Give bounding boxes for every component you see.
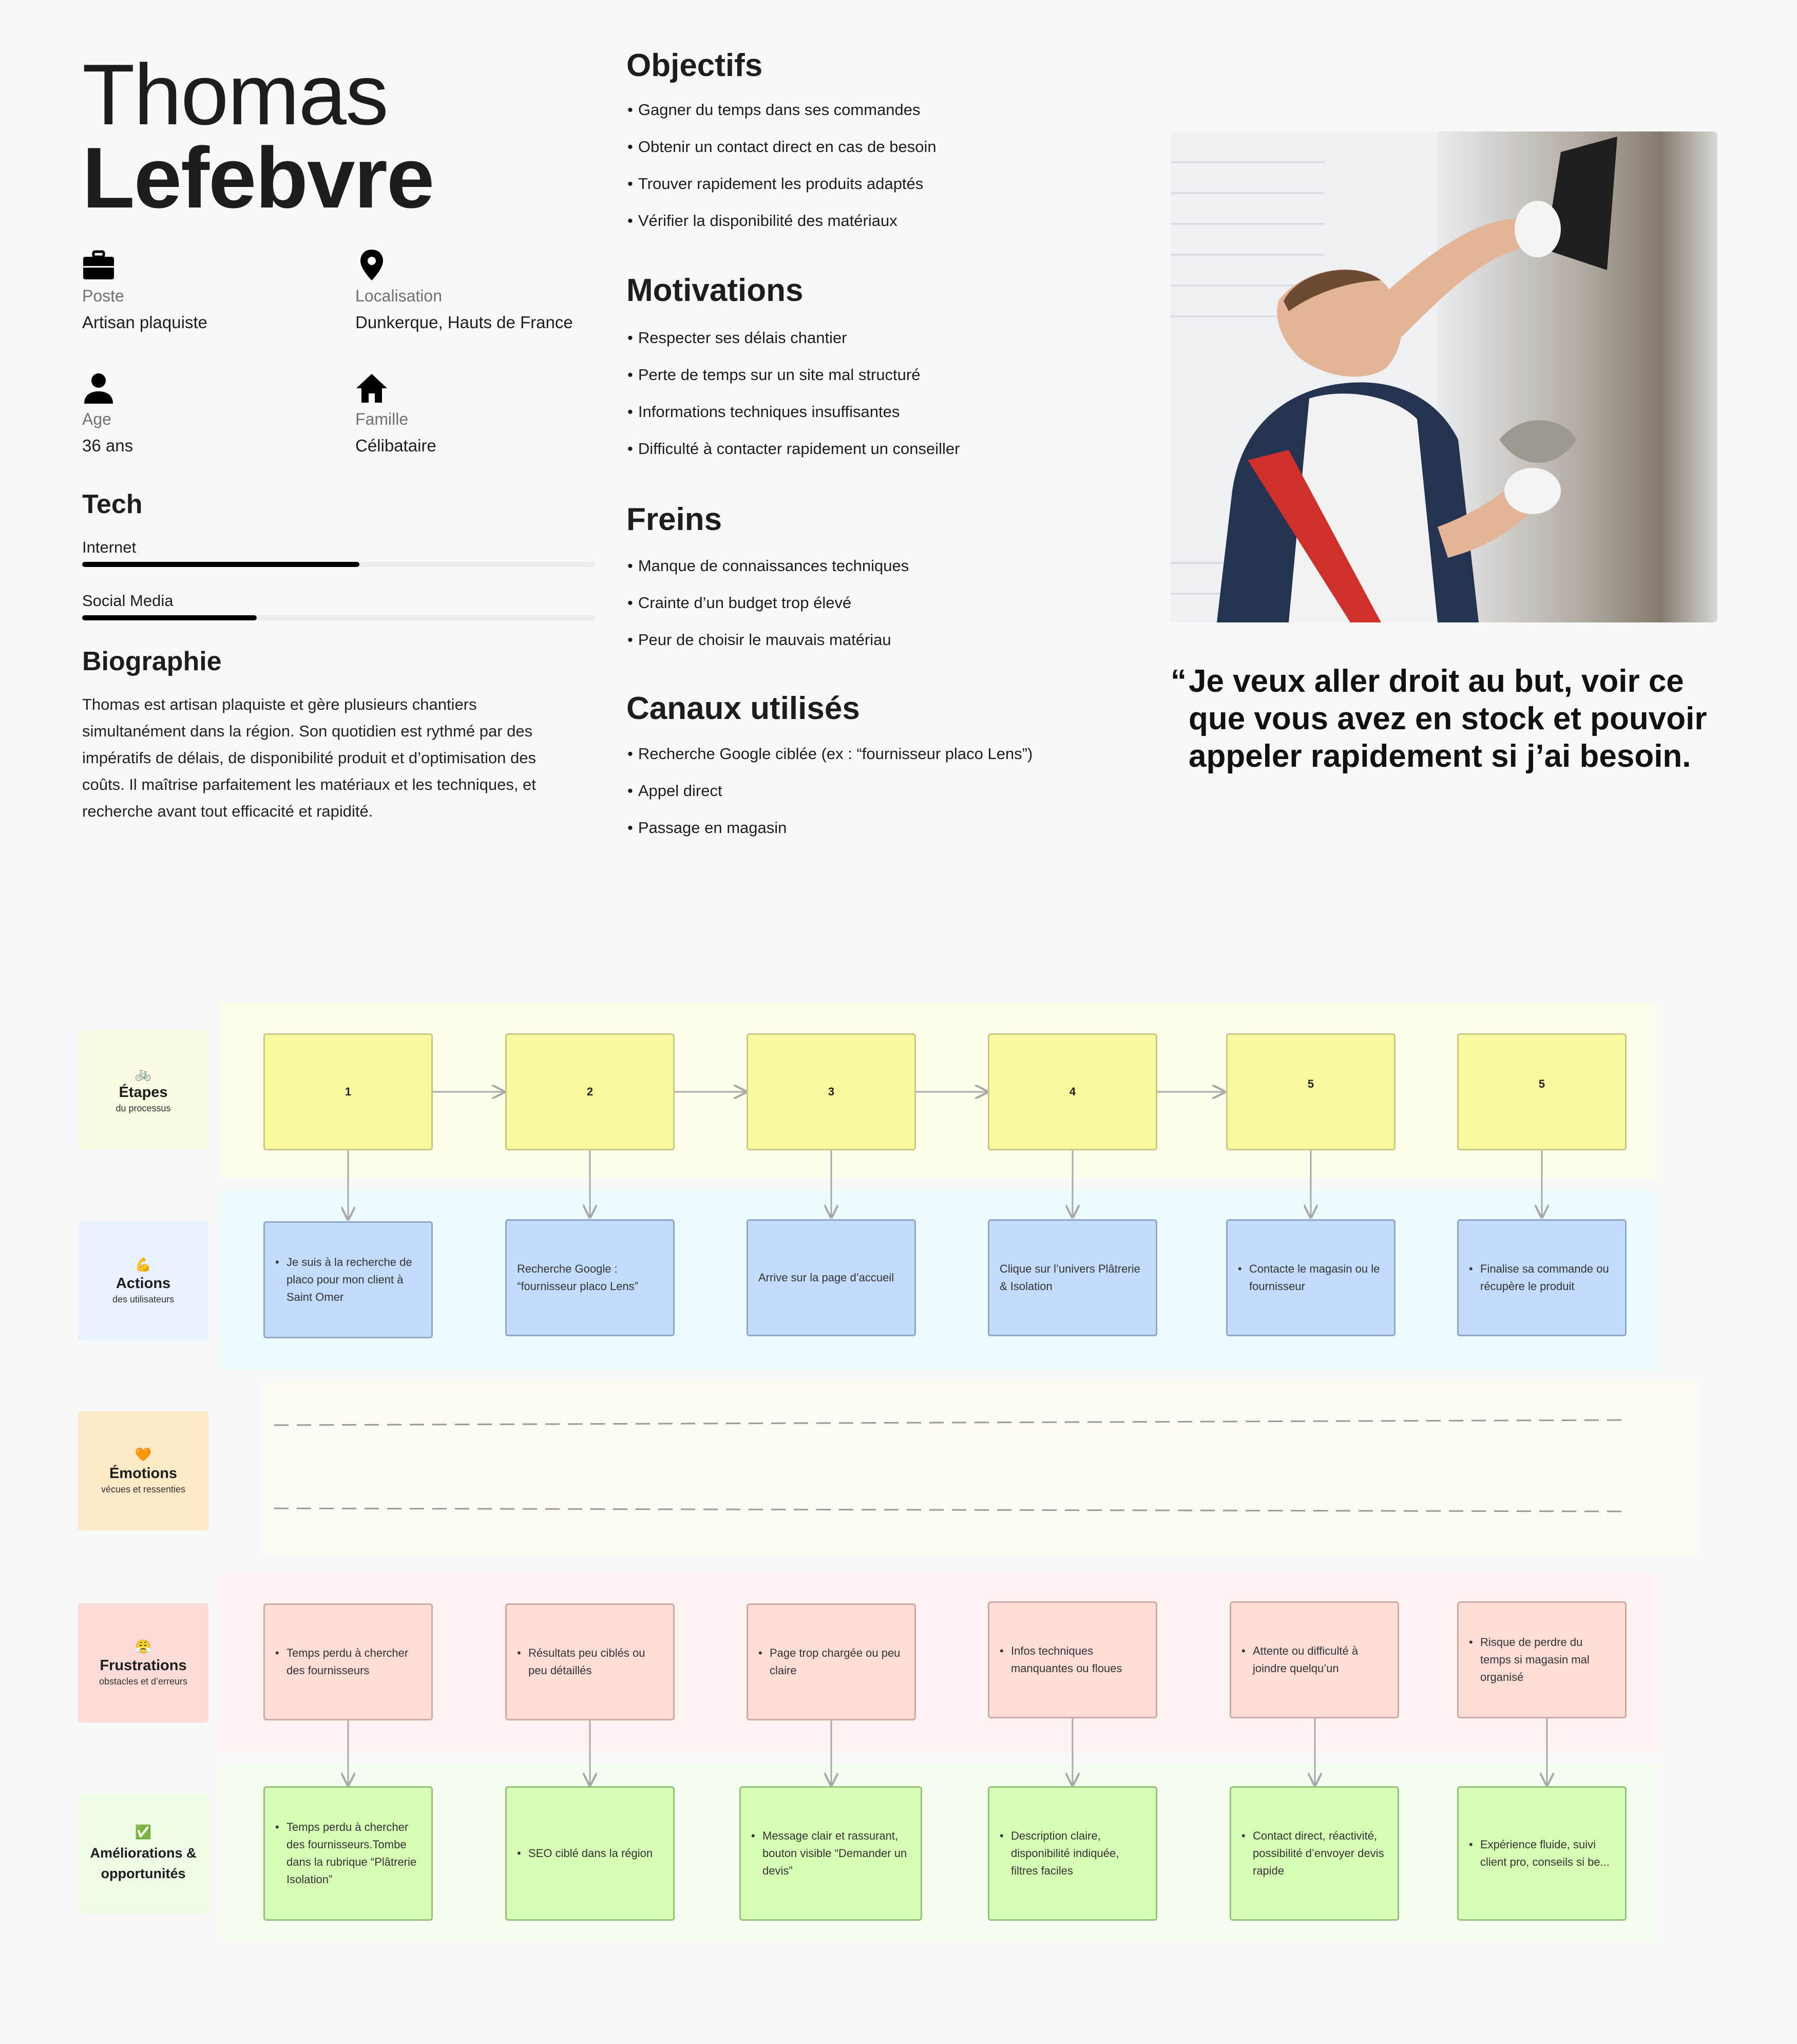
list-item: • Trouver rapidement les produits adaptés <box>627 175 936 212</box>
action-card <box>1226 1219 1395 1336</box>
row-title: Étapes <box>119 1084 168 1101</box>
frustrations-band <box>220 1574 1657 1751</box>
frustration-card <box>263 1603 433 1720</box>
action-card <box>988 1219 1157 1336</box>
info-value: 36 ans <box>82 436 133 455</box>
info-label: Localisation <box>355 287 442 305</box>
list-item: • Informations techniques insuffisantes <box>627 403 960 440</box>
tech-title: Tech <box>82 489 143 519</box>
list-item: • Recherche Google ciblée (ex : “fournisseur placo Lens”) <box>627 745 1033 782</box>
row-label-actions <box>78 1221 208 1340</box>
row-subtitle: vécues et ressenties <box>101 1484 186 1494</box>
action-text: • Je suis à la recherche de placo pour mon client à Saint Omer <box>275 1254 421 1306</box>
info-label: Poste <box>82 287 124 305</box>
biography-text: Thomas est artisan plaquiste et gère plusieurs chantiers simultanément dans la région. Son quotidien est rythmé par des impératifs de délais, de disponibilité produit et d’optimisation des coûts. Il maîtrise parfaitement les matériaux et les techniques, et recherche avant tout efficacité et rapidité. <box>82 695 536 820</box>
info-value: Artisan plaquiste <box>82 313 207 332</box>
frustrated-face-icon: 😤 <box>135 1639 152 1654</box>
action-text: • Contacte le magasin ou le fournisseur <box>1238 1260 1384 1295</box>
action-text: Arrive sur la page d’accueil <box>758 1271 894 1284</box>
objectifs-list <box>627 101 936 249</box>
objectifs-title: Objectifs <box>626 48 763 83</box>
tech-internet-label: Internet <box>82 538 137 556</box>
muscle-icon: 💪 <box>135 1257 152 1272</box>
frustration-text: • Risque de perdre du temps si magasin mal organisé <box>1469 1634 1615 1686</box>
info-localisation <box>355 249 573 332</box>
row-title: Frustrations <box>100 1657 187 1674</box>
list-item: • Appel direct <box>627 782 1033 819</box>
step-card: 1 <box>263 1033 433 1150</box>
action-card <box>505 1219 675 1336</box>
motivations-title: Motivations <box>626 273 804 308</box>
location-pin-icon <box>355 249 388 281</box>
row-title: Émotions <box>109 1465 178 1482</box>
tech-social-label: Social Media <box>82 592 174 610</box>
freins-title: Freins <box>626 502 722 537</box>
row-subtitle: des utilisateurs <box>112 1294 175 1304</box>
step-card: 3 <box>747 1033 916 1150</box>
row-label-steps <box>78 1030 208 1149</box>
list-item: • Vérifier la disponibilité des matériaux <box>627 212 936 249</box>
row-title: Améliorations & opportunités <box>90 1845 197 1881</box>
info-famille <box>355 372 436 456</box>
frustration-card <box>1457 1601 1627 1718</box>
tech-internet-bar <box>82 562 596 567</box>
row-title: Actions <box>116 1275 171 1292</box>
step-card: 4 <box>988 1033 1157 1150</box>
persona-first-name: Thomas <box>82 46 388 143</box>
plasterer-illustration <box>1171 131 1717 622</box>
improvement-card <box>263 1786 433 1921</box>
action-text: Recherche Google : “fournisseur placo Lens” <box>517 1262 639 1293</box>
quote-text: Je veux aller droit au but, voir ce que vous avez en stock et pouvoir appeler rapidement si j’ai besoin. <box>1189 664 1707 774</box>
home-icon <box>355 372 388 405</box>
list-item: • Respecter ses délais chantier <box>627 329 960 366</box>
frustration-text: • Temps perdu à chercher des fournisseurs <box>275 1644 421 1679</box>
freins-list <box>627 557 909 668</box>
improvement-card <box>739 1786 922 1921</box>
improvement-card <box>1230 1786 1399 1921</box>
improvement-text: • Message clair et rassurant, bouton visible “Demander un devis” <box>751 1827 910 1880</box>
tech-social-fill <box>82 615 257 620</box>
list-item: • Manque de connaissances techniques <box>627 557 909 594</box>
step-card: 5 <box>1226 1033 1395 1150</box>
info-value: Dunkerque, Hauts de France <box>355 313 573 332</box>
frustration-card <box>505 1603 675 1720</box>
biography-title: Biographie <box>82 647 222 676</box>
row-label-emotions <box>78 1411 208 1530</box>
action-text: Clique sur l’univers Plâtrerie & Isolation <box>1000 1262 1140 1293</box>
persona-quote <box>1171 663 1735 775</box>
list-item: • Passage en magasin <box>627 819 1033 856</box>
motivations-list <box>627 329 960 477</box>
canaux-list <box>627 745 1033 856</box>
frustration-text: • Page trop chargée ou peu claire <box>758 1644 904 1679</box>
info-label: Age <box>82 410 111 428</box>
list-item: • Obtenir un contact direct en cas de besoin <box>627 138 936 175</box>
list-item: • Difficulté à contacter rapidement un conseiller <box>627 440 960 477</box>
tech-social-bar <box>82 615 596 620</box>
frustration-text: • Attente ou difficulté à joindre quelqu’un <box>1241 1642 1387 1677</box>
info-label: Famille <box>355 410 409 428</box>
frustration-card <box>747 1603 916 1720</box>
info-age <box>82 372 133 456</box>
persona-last-name: Lefebvre <box>82 129 434 226</box>
step-card: 5 <box>1457 1033 1627 1150</box>
heart-icon: 🧡 <box>135 1447 152 1462</box>
info-poste <box>82 249 207 332</box>
emotions-band <box>262 1381 1699 1555</box>
action-text: • Finalise sa commande ou récupère le produit <box>1469 1260 1615 1295</box>
improvement-card <box>505 1786 675 1921</box>
list-item: • Peur de choisir le mauvais matériau <box>627 631 909 668</box>
row-subtitle: du processus <box>116 1103 171 1113</box>
steps-band <box>220 1002 1657 1178</box>
check-mark-icon: ✅ <box>135 1824 152 1840</box>
action-card <box>1457 1219 1627 1336</box>
improvement-card <box>1457 1786 1627 1921</box>
briefcase-icon <box>82 249 115 281</box>
list-item: • Crainte d’un budget trop élevé <box>627 594 909 631</box>
improvement-text: • Expérience fluide, suivi client pro, conseils si be... <box>1469 1836 1615 1871</box>
frustration-text: • Infos techniques manquantes ou floues <box>1000 1642 1145 1677</box>
quote-mark: “ <box>1171 664 1187 699</box>
info-value: Célibataire <box>355 436 436 455</box>
row-subtitle: obstacles et d’erreurs <box>99 1676 188 1687</box>
action-card <box>263 1221 433 1338</box>
improvements-band <box>220 1764 1657 1941</box>
action-card <box>747 1219 916 1336</box>
step-card: 2 <box>505 1033 675 1150</box>
frustration-card <box>988 1601 1157 1718</box>
person-icon <box>82 372 115 405</box>
row-label-frustrations <box>78 1603 208 1723</box>
persona-photo <box>1171 131 1717 622</box>
improvement-text: • Contact direct, réactivité, possibilité d’envoyer devis rapide <box>1241 1827 1387 1880</box>
improvement-card <box>988 1786 1157 1921</box>
canaux-title: Canaux utilisés <box>626 691 860 726</box>
improvement-text: • Temps perdu à chercher des fournisseurs.Tombe dans la rubrique “Plâtrerie Isolation” <box>275 1819 421 1888</box>
list-item: • Perte de temps sur un site mal structuré <box>627 366 960 403</box>
row-label-improvements <box>78 1794 208 1914</box>
actions-band <box>220 1190 1657 1370</box>
bicycle-icon: 🚲 <box>135 1066 152 1081</box>
improvement-text: • SEO ciblé dans la région <box>517 1845 653 1862</box>
frustration-card <box>1230 1601 1399 1718</box>
list-item: • Gagner du temps dans ses commandes <box>627 101 936 138</box>
tech-internet-fill <box>82 562 359 567</box>
frustration-text: • Résultats peu ciblés ou peu détaillés <box>517 1644 663 1679</box>
improvement-text: • Description claire, disponibilité indiquée, filtres faciles <box>1000 1827 1145 1880</box>
